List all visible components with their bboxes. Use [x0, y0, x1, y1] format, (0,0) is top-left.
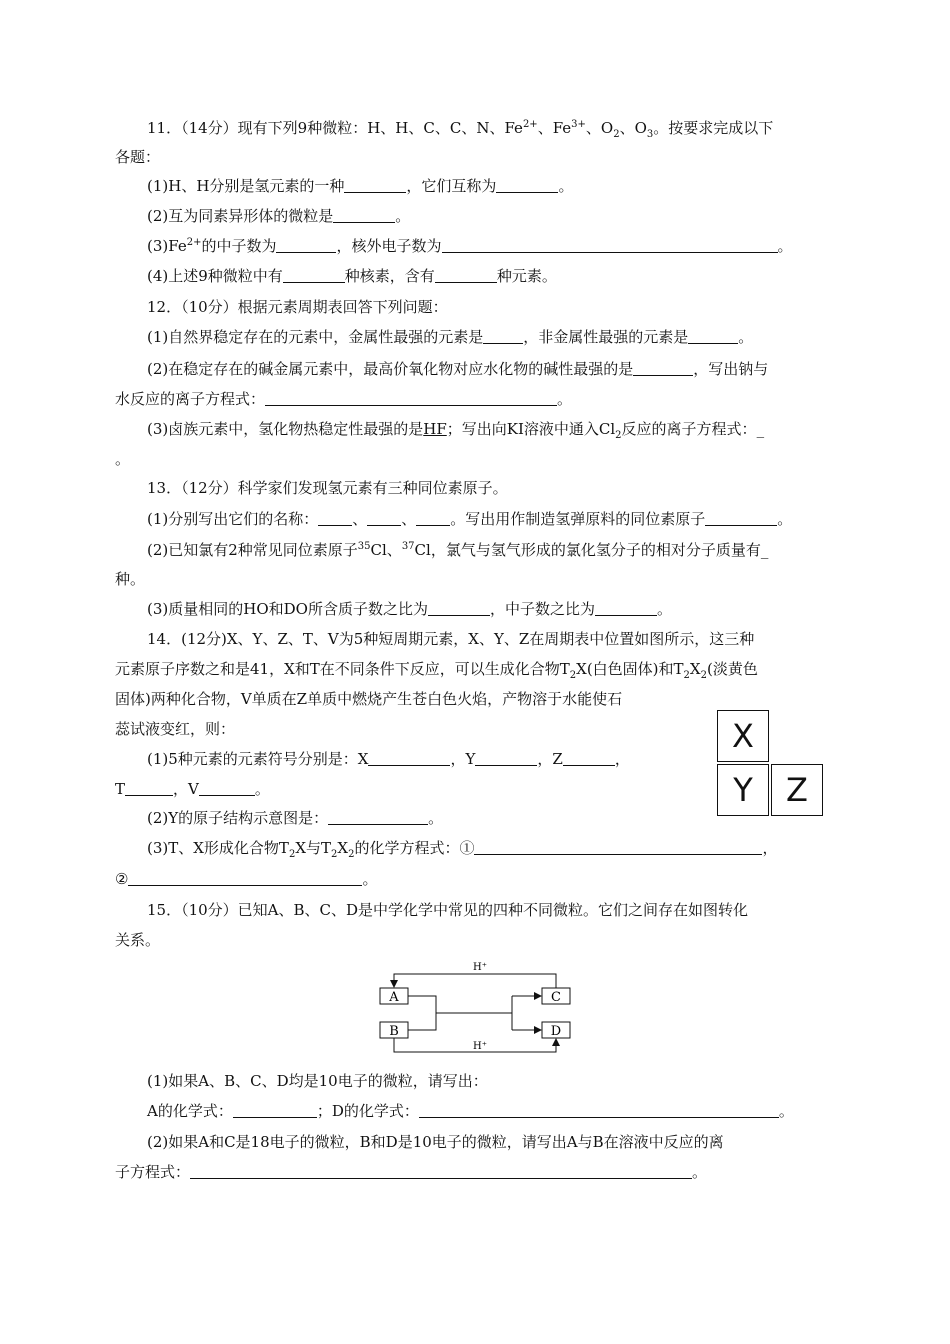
q15-stem: 15．（10分）已知A、B、C、D是中学化学中常见的四种不同微粒。它们之间存在如图转化	[147, 901, 749, 919]
merge-lines	[408, 996, 512, 1030]
q14-stem-4: 蕊试液变红，则：	[115, 720, 236, 738]
q12-part3: (3)卤族元素中，氢化物热稳定性最强的是HF；写出向KI溶液中通入$Cl_2$反应的离子方程式：_	[147, 420, 765, 441]
label-a: A	[389, 990, 399, 1005]
q11-part2: (2)互为同素异形体的微粒是 。	[147, 207, 411, 225]
q12-part2-cont: 水反应的离子方程式： 。	[115, 390, 573, 408]
q11-stem-cont: 各题：	[115, 148, 161, 166]
q13-part2-cont: 种。	[115, 570, 146, 588]
answer-blank[interactable]	[419, 1102, 779, 1118]
answer-blank[interactable]	[328, 809, 428, 825]
answer-blank[interactable]	[475, 750, 537, 766]
q12-stem: 12．（10分）根据元素周期表回答下列问题：	[147, 298, 448, 316]
answer-blank[interactable]	[190, 1163, 692, 1179]
answer-blank[interactable]	[595, 600, 657, 616]
q12-part2: (2)在稳定存在的碱金属元素中，最高价氧化物对应水化物的碱性最强的是 ，写出钠与	[147, 360, 769, 378]
arrow-top	[394, 974, 556, 988]
label-c: C	[551, 990, 561, 1005]
h-plus-bottom: H⁺	[473, 1041, 487, 1052]
q11-part3: $(3)Fe^{2+}$的中子数为 ，核外电子数为 。	[147, 237, 793, 255]
q14-stem: 14．(12分)X、Y、Z、T、V为5种短周期元素，X、Y、Z在周期表中位置如图所示，这三种	[147, 630, 755, 648]
answer-blank[interactable]	[367, 510, 401, 526]
answer-blank[interactable]	[483, 328, 523, 344]
answer-blank[interactable]	[496, 177, 558, 193]
q14-stem-2: 元素原子序数之和是41，X和T在不同条件下反应，可以生成化合物$T_2X$(白色固体)和$T_2X_2$(淡黄色	[115, 660, 758, 681]
answer-blank[interactable]	[474, 839, 762, 855]
q11-part1: (1)H、H分别是氢元素的一种 ，它们互称为 。	[147, 177, 574, 195]
answer-blank[interactable]	[283, 267, 345, 283]
periodic-table-fragment	[717, 710, 825, 818]
q12-part1: (1)自然界稳定存在的元素中，金属性最强的元素是 ，非金属性最强的元素是 。	[147, 328, 754, 346]
answer-blank[interactable]	[416, 510, 450, 526]
answer-blank[interactable]	[428, 600, 490, 616]
answer-blank[interactable]	[705, 510, 777, 526]
answer-blank[interactable]	[344, 177, 406, 193]
answer-blank[interactable]	[435, 267, 497, 283]
answer-blank[interactable]	[633, 360, 693, 376]
q14-part3: (3)T、X形成化合物$T_2X$与$T_2X_2$的化学方程式：① ，	[147, 839, 778, 860]
answer-blank[interactable]	[199, 780, 255, 796]
answer-blank[interactable]	[233, 1102, 317, 1118]
answer-blank[interactable]	[276, 237, 336, 253]
q13-part1: (1)分别写出它们的名称： 、 、 。写出用作制造氢弹原料的同位素原子 。	[147, 510, 793, 528]
cell-x: X	[717, 710, 769, 762]
cell-y: Y	[717, 764, 769, 816]
q15-part2: (2)如果A和C是18电子的微粒，B和D是10电子的微粒，请写出A与B在溶液中反应的离	[147, 1133, 724, 1151]
q13-part2: (2)已知氯有2种常见同位素原子$^{35}$Cl、$^{37}$Cl，氯气与氢气形成的氯化氢分子的相对分子质量有_	[147, 541, 769, 559]
q11-stem: 11．（14分）现有下列9种微粒：H、H、C、C、N、$Fe^{2+}$、$Fe^{3+}$、$O_2$、$O_3$。按要求完成以下	[147, 119, 774, 140]
q14-stem-3: 固体)两种化合物，V单质在Z单质中燃烧产生苍白色火焰，产物溶于水能使石	[115, 690, 623, 708]
answer-blank[interactable]	[333, 207, 395, 223]
q15-stem-cont: 关系。	[115, 931, 161, 949]
answer-blank[interactable]	[688, 328, 738, 344]
answer-blank[interactable]	[442, 237, 778, 253]
q14-part2: (2)Y的原子结构示意图是： 。	[147, 809, 444, 827]
q14-part1: (1)5种元素的元素符号分别是：X ，Y ，Z ，	[147, 750, 630, 768]
q14-part3-cont: ② 。	[115, 870, 378, 888]
label-b: B	[389, 1024, 399, 1039]
answer-blank[interactable]	[563, 750, 615, 766]
cell-z: Z	[771, 764, 823, 816]
q14-part1-cont: T ，V 。	[115, 780, 270, 798]
answer-blank[interactable]	[265, 390, 557, 406]
label-d: D	[550, 1024, 562, 1039]
answer-blank[interactable]	[368, 750, 450, 766]
answer-blank[interactable]	[125, 780, 173, 796]
q12-part3-cont: 。	[115, 450, 131, 468]
q15-part2-cont: 子方程式： 。	[115, 1163, 708, 1181]
arrow-c	[512, 996, 541, 1030]
conversion-diagram	[376, 958, 576, 1058]
q13-stem: 13．（12分）科学家们发现氢元素有三种同位素原子。	[147, 479, 508, 497]
q11-part4: (4)上述9种微粒中有 种核素，含有 种元素。	[147, 267, 557, 285]
h-plus-top: H⁺	[473, 962, 487, 973]
q15-part1-answers: A的化学式： ；D的化学式： 。	[147, 1102, 794, 1120]
answer-blank[interactable]	[128, 870, 362, 886]
q15-part1: (1)如果A、B、C、D均是10电子的微粒，请写出：	[147, 1072, 488, 1090]
answer-blank[interactable]	[318, 510, 352, 526]
q13-part3: (3)质量相同的HO和DO所含质子数之比为 ，中子数之比为 。	[147, 600, 672, 618]
